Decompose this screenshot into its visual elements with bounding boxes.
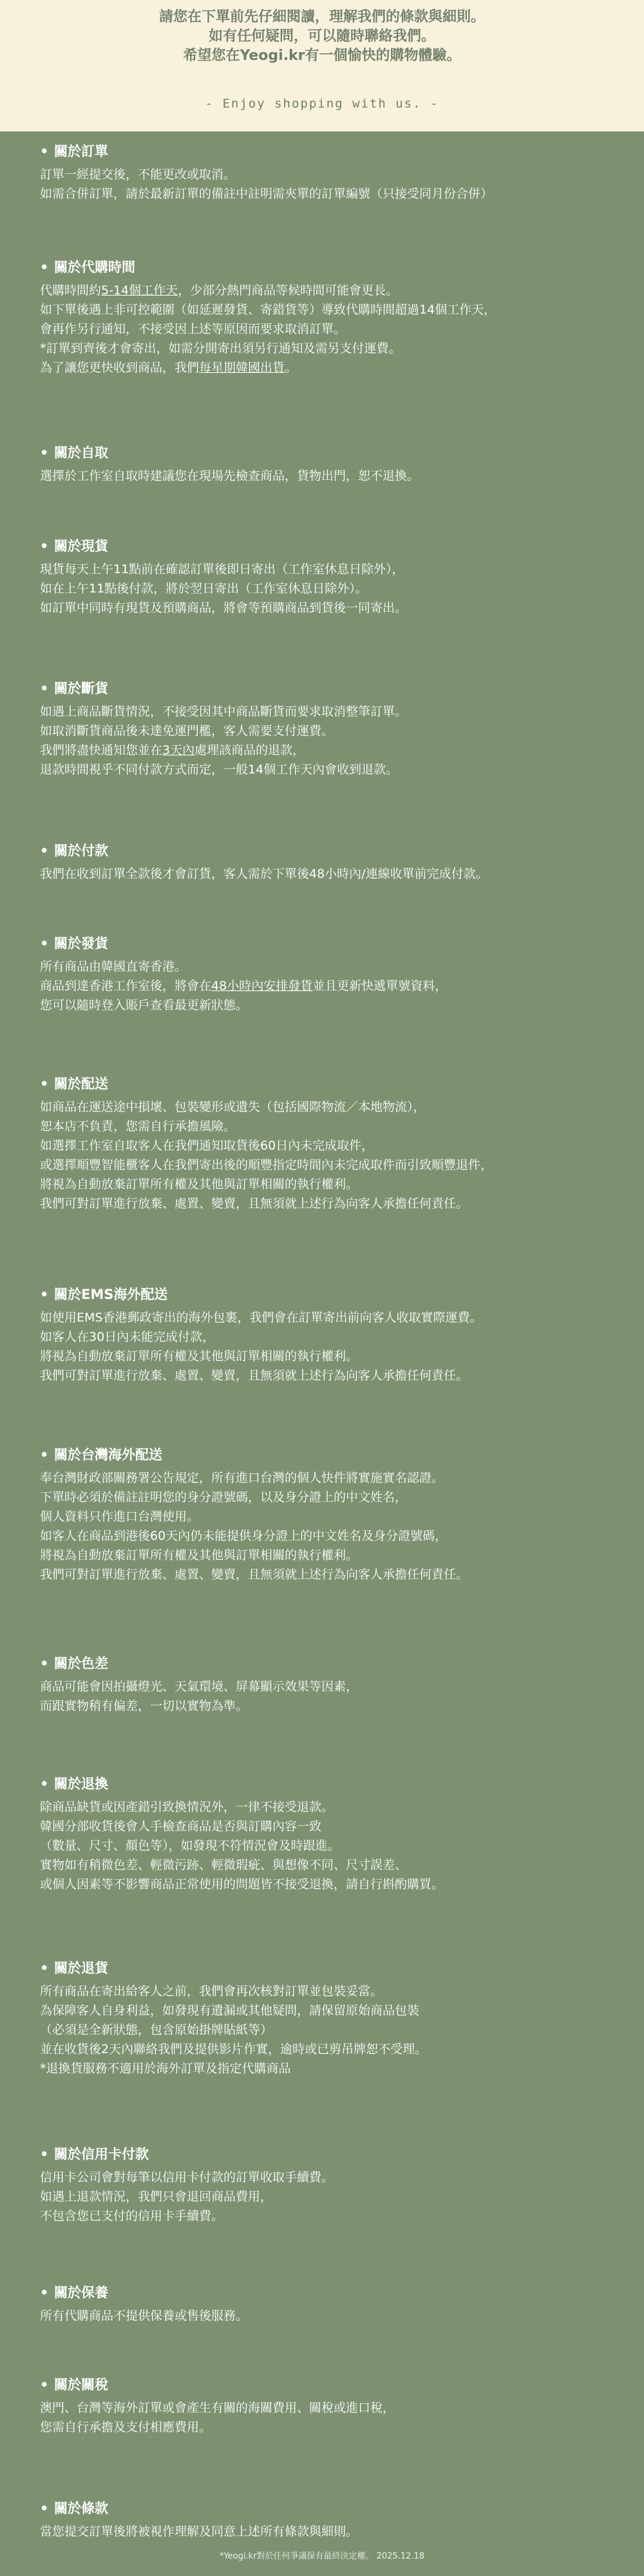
terms-section	[40, 1654, 620, 1716]
bullet-icon: •	[40, 445, 49, 460]
section-text-line	[40, 281, 620, 300]
text-segment: 而跟實物稍有偏差，一切以實物為準。	[40, 1699, 249, 1713]
section-text-line	[40, 2168, 620, 2187]
text-segment: 如下單後遇上非可控範圍（如延遲發貨、寄錯貨等）導致代購時間超過14個工作天，	[40, 303, 497, 317]
text-segment: 將視為自動放棄訂單所有權及其他與訂單相關的執行權利。	[40, 1349, 359, 1363]
text-segment: 當您提交訂單後將被視作理解及同意上述所有條款與細則。	[40, 2524, 359, 2539]
terms-section	[40, 443, 620, 486]
text-segment: 商品可能會因拍攝燈光、天氣環境、屏幕顯示效果等因素，	[40, 1680, 359, 1694]
section-text-line	[40, 1797, 620, 1817]
bullet-icon: •	[40, 144, 49, 159]
terms-section	[40, 2145, 620, 2226]
text-segment: 我們可對訂單進行放棄、處置、變賣，且無須就上述行為向客人承擔任何責任。	[40, 1197, 469, 1211]
section-text-line	[40, 996, 620, 1015]
section-title: 關於退換	[54, 1776, 108, 1792]
terms-section	[40, 2499, 620, 2541]
text-segment: 商品到達香港工作室後，將會在	[40, 979, 212, 993]
section-text-line	[40, 2001, 620, 2020]
section-heading	[40, 2145, 620, 2164]
text-segment: 為了讓您更快收到商品，我們	[40, 361, 200, 375]
text-segment: 恕本店不負責，您需自行承擔風險。	[40, 1119, 236, 1133]
terms-section	[40, 934, 620, 1015]
section-text-line	[40, 560, 620, 579]
text-segment: 所有商品在寄出給客人之前，我們會再次核對訂單並包裝妥當。	[40, 1984, 383, 1998]
text-segment: 如遇上商品斷貨情況，不接受因其中商品斷貨而要求取消整筆訂單。	[40, 705, 408, 719]
section-title: 關於信用卡付款	[54, 2146, 149, 2162]
text-segment: 個人資料只作進口台灣使用。	[40, 1510, 200, 1524]
bullet-icon: •	[40, 2501, 49, 2516]
section-title: 關於保養	[54, 2285, 108, 2300]
section-text-line	[40, 1117, 620, 1136]
text-segment: 或選擇順豐智能櫃客人在我們寄出後的順豐指定時間內未完成取件而引致順豐退件，	[40, 1158, 493, 1172]
bullet-icon: •	[40, 1287, 49, 1302]
text-segment: 我們可對訂單進行放棄、處置、變賣，且無須就上述行為向客人承擔任何責任。	[40, 1567, 469, 1582]
section-text-line	[40, 1194, 620, 1213]
section-text-line	[40, 1855, 620, 1875]
text-segment: 如需合併訂單，請於最新訂單的備註中註明需夾單的訂單編號（只接受同月份合併）	[40, 187, 493, 201]
section-text-line	[40, 184, 620, 204]
section-title: 關於現貨	[54, 538, 108, 554]
section-text-line	[40, 1875, 620, 1894]
text-segment: 不包含您已支付的信用卡手續費。	[40, 2209, 224, 2223]
bullet-icon: •	[40, 260, 49, 275]
section-text-line	[40, 957, 620, 976]
text-segment: 並在收貨後2天內聯絡我們及提供影片作實，逾時或已剪吊牌恕不受理。	[40, 2042, 428, 2056]
terms-section	[40, 2375, 620, 2437]
bullet-icon: •	[40, 1447, 49, 1463]
text-segment: 實物如有稍微色差、輕微污跡、輕微瑕疵、與想像不同、尺寸誤差、	[40, 1858, 408, 1872]
text-segment: 如在上午11點後付款，將於翌日寄出（工作室休息日除外）。	[40, 582, 368, 596]
section-text-line	[40, 760, 620, 779]
text-segment: 會再作另行通知，不接受因上述等原因而要求取消訂單。	[40, 322, 346, 336]
text-segment: （數量、尺寸、顏色等），如發現不符情況會及時跟進。	[40, 1839, 340, 1853]
text-segment: 如訂單中同時有現貨及預購商品，將會等預購商品到貨後一同寄出。	[40, 601, 408, 615]
bullet-icon: •	[40, 538, 49, 554]
section-text-line	[40, 1526, 620, 1546]
section-text-line	[40, 358, 620, 377]
terms-section	[40, 1774, 620, 1894]
section-heading	[40, 536, 620, 556]
bullet-icon: •	[40, 681, 49, 696]
highlight-text: 每星期韓國出貨	[199, 361, 285, 375]
section-text-line	[40, 2040, 620, 2059]
footer-note: *Yeogi.kr對於任何爭議保有最終決定權。 2025.12.18	[219, 2552, 425, 2561]
section-text-line	[40, 2398, 620, 2418]
section-text-line	[40, 165, 620, 184]
section-title: 關於發貨	[54, 936, 108, 951]
section-heading	[40, 443, 620, 462]
section-title: 關於台灣海外配送	[54, 1447, 162, 1463]
section-title: 關於付款	[54, 843, 108, 858]
terms-section	[40, 1445, 620, 1584]
section-text-line	[40, 579, 620, 598]
text-segment: 訂單一經提交後，不能更改或取消。	[40, 167, 236, 182]
section-text-line	[40, 702, 620, 721]
section-text-line	[40, 2418, 620, 2437]
section-heading	[40, 1654, 620, 1673]
text-segment: 我們可對訂單進行放棄、處置、變賣，且無須就上述行為向客人承擔任何責任。	[40, 1368, 469, 1383]
text-segment: 選擇於工作室自取時建議您在現場先檢查商品，貨物出門，恕不退換。	[40, 469, 420, 483]
text-segment: ，少部分熱門商品等候時間可能會更長。	[178, 283, 399, 298]
section-text-line	[40, 1546, 620, 1565]
header-contact-line: 如有任何疑問，可以隨時聯絡我們。	[208, 28, 435, 44]
text-segment: 如商品在運送途中損壞、包裝變形或遺失（包括國際物流／本地物流），	[40, 1100, 426, 1114]
text-segment: 信用卡公司會對每筆以信用卡付款的訂單收取手續費。	[40, 2170, 334, 2184]
section-heading	[40, 1445, 620, 1464]
terms-section	[40, 841, 620, 884]
text-segment: 我們將盡快通知您並在	[40, 743, 163, 757]
section-text-line	[40, 2522, 620, 2541]
terms-section	[40, 1958, 620, 2078]
terms-section	[40, 1074, 620, 1213]
bullet-icon: •	[40, 2377, 49, 2392]
text-segment: 奉台灣財政部關務署公告規定，所有進口台灣的個人快件將實施實名認證。	[40, 1471, 444, 1485]
text-segment: 除商品缺貨或因產錯引致換情況外，一律不接受退款。	[40, 1800, 334, 1814]
text-segment: 如客人在30日內未能完成付款，	[40, 1330, 215, 1344]
section-text-line	[40, 1817, 620, 1836]
terms-section	[40, 536, 620, 618]
section-title: 關於EMS海外配送	[54, 1287, 168, 1302]
section-heading	[40, 142, 620, 161]
section-text-line	[40, 1136, 620, 1155]
section-text-line	[40, 466, 620, 486]
bullet-icon: •	[40, 2285, 49, 2300]
text-segment: 韓國分部收貨後會人手檢查商品是否與訂購內容一致	[40, 1819, 322, 1833]
section-title: 關於配送	[54, 1076, 108, 1092]
header-notice-line: 請您在下單前先仔細閱讀，理解我們的條款與細則。	[158, 9, 485, 25]
text-segment: 所有代購商品不提供保養或售後服務。	[40, 2309, 249, 2323]
text-segment: 所有商品由韓國直寄香港。	[40, 960, 187, 974]
highlight-text: 3天內	[162, 743, 195, 757]
section-heading	[40, 2375, 620, 2394]
section-title: 關於自取	[54, 445, 108, 460]
section-text-line	[40, 1565, 620, 1584]
section-text-line	[40, 300, 620, 319]
section-text-line	[40, 2306, 620, 2325]
highlight-text: 48小時內安排發貨	[211, 979, 313, 993]
section-text-line	[40, 1347, 620, 1366]
section-text-line	[40, 1308, 620, 1327]
terms-section	[40, 258, 620, 377]
bullet-icon: •	[40, 843, 49, 858]
section-title: 關於代購時間	[54, 260, 135, 275]
section-title: 關於斷貨	[54, 681, 108, 696]
section-heading	[40, 258, 620, 277]
header-welcome-line: 希望您在Yeogi.kr有一個愉快的購物體驗。	[183, 48, 461, 64]
bullet-icon: •	[40, 1656, 49, 1671]
section-text-line	[40, 1507, 620, 1526]
text-segment: 您需自行承擔及支付相應費用。	[40, 2420, 212, 2434]
text-segment: 現貨每天上午11點前在確認訂單後即日寄出（工作室休息日除外），	[40, 562, 404, 576]
section-text-line	[40, 1488, 620, 1507]
section-text-line	[40, 2059, 620, 2078]
text-segment: 如客人在商品到港後60天內仍未能提供身分證上的中文姓名及身分證號碼，	[40, 1529, 448, 1543]
section-heading	[40, 934, 620, 953]
text-segment: （必須是全新狀態，包含原始掛牌貼紙等）	[40, 2023, 273, 2037]
text-segment: 如選擇工作室自取客人在我們通知取貨後60日內未完成取件，	[40, 1139, 374, 1153]
text-segment: 我們在收到訂單全款後才會訂貨，客人需於下單後48小時內/連線收單前完成付款。	[40, 867, 488, 881]
section-text-line	[40, 721, 620, 741]
section-title: 關於色差	[54, 1656, 108, 1671]
header-banner	[0, 0, 644, 131]
section-title: 關於退貨	[54, 1960, 108, 1976]
text-segment: 處理該商品的退款，	[194, 743, 305, 757]
text-segment: 或個人因素等不影響商品正常使用的問題皆不接受退換，請自行斟酌購買。	[40, 1877, 444, 1891]
text-segment: *訂單到齊後才會寄出，如需分開寄出須另行通知及需另支付運費。	[40, 341, 401, 355]
section-text-line	[40, 976, 620, 996]
text-segment: 退款時間視乎不同付款方式而定，一般14個工作天內會收到退款。	[40, 762, 399, 777]
text-segment: 如取消斷貨商品後未達免運門檻，客人需要支付運費。	[40, 724, 334, 738]
section-text-line	[40, 339, 620, 358]
section-text-line	[40, 741, 620, 760]
section-text-line	[40, 1155, 620, 1175]
text-segment: 如遇上退款情況，我們只會退回商品費用，	[40, 2190, 273, 2204]
text-segment: 如使用EMS香港郵政寄出的海外包裹，我們會在訂單寄出前向客人收取實際運費。	[40, 1311, 482, 1325]
section-heading	[40, 1285, 620, 1304]
text-segment: 將視為自動放棄訂單所有權及其他與訂單相關的執行權利。	[40, 1548, 359, 1562]
bullet-icon: •	[40, 1960, 49, 1976]
section-text-line	[40, 2206, 620, 2226]
text-segment: 下單時必須於備註註明您的身分證號碼，以及身分證上的中文姓名，	[40, 1490, 408, 1504]
section-text-line	[40, 1175, 620, 1194]
text-segment: 並且更新快遞單號資料，	[312, 979, 448, 993]
text-segment: 代購時間約	[40, 283, 102, 298]
text-segment: 。	[285, 361, 298, 375]
section-title: 關於訂單	[54, 144, 108, 159]
text-segment: 您可以隨時登入賬戶查看最更新狀態。	[40, 998, 249, 1012]
bullet-icon: •	[40, 936, 49, 951]
section-heading	[40, 1074, 620, 1094]
section-text-line	[40, 1468, 620, 1488]
section-text-line	[40, 319, 620, 339]
highlight-text: 5-14個工作天	[101, 283, 178, 298]
tagline: - Enjoy shopping with us. -	[205, 97, 439, 111]
section-text-line	[40, 1982, 620, 2001]
section-text-line	[40, 598, 620, 618]
terms-section	[40, 2283, 620, 2325]
section-text-line	[40, 1366, 620, 1385]
text-segment: 將視為自動放棄訂單所有權及其他與訂單相關的執行權利。	[40, 1177, 359, 1191]
section-text-line	[40, 1097, 620, 1117]
section-heading	[40, 1958, 620, 1978]
section-title: 關於關稅	[54, 2377, 108, 2392]
section-heading	[40, 1774, 620, 1794]
terms-section	[40, 1285, 620, 1385]
bullet-icon: •	[40, 1776, 49, 1792]
bullet-icon: •	[40, 2146, 49, 2162]
text-segment: *退換貨服務不適用於海外訂單及指定代購商品	[40, 2061, 291, 2076]
section-heading	[40, 841, 620, 860]
section-heading	[40, 2499, 620, 2518]
section-text-line	[40, 2187, 620, 2206]
terms-section	[40, 679, 620, 779]
text-segment: 為保障客人自身利益，如發現有遺漏或其他疑問，請保留原始商品包裝	[40, 2003, 420, 2018]
section-heading	[40, 679, 620, 698]
section-text-line	[40, 1696, 620, 1716]
section-text-line	[40, 2020, 620, 2040]
section-title: 關於條款	[54, 2501, 108, 2516]
section-text-line	[40, 1677, 620, 1696]
bullet-icon: •	[40, 1076, 49, 1092]
section-text-line	[40, 1836, 620, 1855]
text-segment: 澳門、台灣等海外訂單或會產生有關的海關費用、關稅或進口稅，	[40, 2401, 395, 2415]
section-text-line	[40, 1327, 620, 1347]
terms-section	[40, 142, 620, 204]
section-heading	[40, 2283, 620, 2302]
section-text-line	[40, 864, 620, 884]
